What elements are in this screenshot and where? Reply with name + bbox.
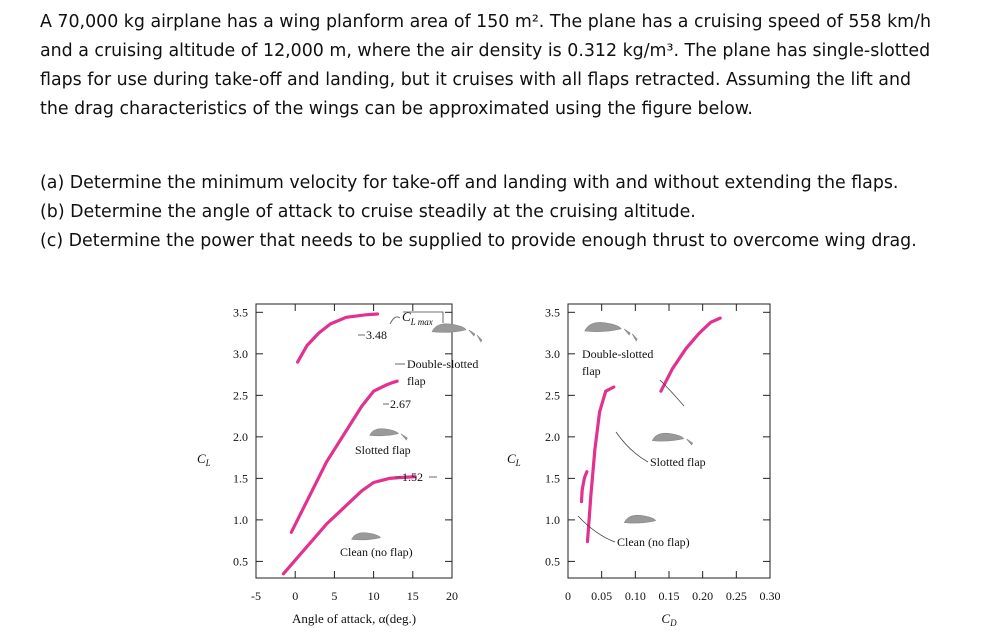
annotation-value-3-48: 3.48 [366, 328, 387, 342]
series-line-double-slotted-flap [661, 318, 720, 391]
leader-line [390, 317, 400, 324]
x-tick-label: 0 [292, 589, 299, 603]
cl-vs-cd-chart [507, 304, 781, 628]
x-tick-label: 0.25 [725, 589, 747, 603]
flap-segment [477, 335, 482, 342]
x-axis-label: Angle of attack, α(deg.) [291, 611, 417, 626]
annotation-flap: flap [582, 364, 601, 378]
airfoil-clean-icon [352, 533, 381, 540]
question-c: (c) Determine the power that needs to be supplied to provide enough thrust to overcome wing drag. [40, 231, 917, 251]
flap-segment [632, 334, 637, 341]
leader-line [616, 432, 648, 462]
flap-segment [401, 434, 407, 440]
airfoil-slotted-icon [652, 433, 683, 441]
x-tick-label: 0.20 [692, 589, 714, 603]
flap-segment [469, 330, 475, 336]
x-tick-label: 0 [565, 589, 571, 603]
y-tick-label: 1.0 [233, 512, 248, 527]
y-tick-label: 1.5 [545, 471, 560, 486]
x-tick-label: 0.30 [759, 589, 781, 603]
x-axis-label: $C_D$ [661, 611, 677, 628]
problem-line: A 70,000 kg airplane has a wing planform area of 150 m². The plane has a cruising speed of 558 km/h [40, 12, 931, 32]
annotation-clean: Clean (no flap) [340, 545, 413, 559]
y-tick-label: 3.5 [545, 305, 560, 320]
annotation-clean: Clean (no flap) [617, 535, 690, 549]
y-tick-label: 3.0 [233, 346, 248, 361]
question-a: (a) Determine the minimum velocity for take-off and landing with and without extending the flaps. [40, 173, 899, 193]
question-b: (b) Determine the angle of attack to cruise steadily at the cruising altitude. [40, 202, 696, 222]
y-tick-label: 1.0 [545, 512, 560, 527]
y-axis-label: $C_L$ [197, 451, 211, 468]
airfoil-slotted-icon [370, 429, 399, 436]
y-tick-label: 0.5 [233, 554, 248, 569]
flap-segment [624, 329, 630, 335]
leader-line [578, 516, 615, 542]
airfoil-double-slotted-icon [432, 324, 466, 333]
x-tick-label: -5 [251, 589, 261, 603]
problem-line: flaps for use during take-off and landing, but it cruises with all flaps retracted. Assuming the lift and [40, 70, 912, 90]
leader-line [660, 380, 684, 406]
x-tick-label: 15 [406, 589, 419, 603]
y-tick-label: 2.5 [545, 388, 560, 403]
cl-vs-alpha-chart [197, 304, 482, 626]
problem-line: and a cruising altitude of 12,000 m, where the air density is 0.312 kg/m³. The plane has single-slotted [40, 41, 931, 61]
annotation-double-slotted: Double-slotted [407, 357, 479, 371]
x-tick-label: 0.15 [658, 589, 680, 603]
annotation-flap: flap [407, 374, 426, 388]
annotation-clmax: $C_{L max}$ [402, 309, 433, 327]
x-tick-label: 0.10 [624, 589, 646, 603]
y-tick-label: 2.0 [233, 429, 248, 444]
annotation-double-slotted: Double-slotted [582, 347, 654, 361]
series-line-slotted-flap [588, 387, 614, 542]
series-line-clean-no-flap [283, 477, 415, 574]
annotation-slotted-flap: Slotted flap [650, 455, 706, 469]
y-tick-label: 0.5 [545, 554, 560, 569]
x-tick-label: 10 [367, 589, 380, 603]
y-axis-label: $C_L$ [507, 451, 521, 468]
x-tick-label: 5 [331, 589, 338, 603]
annotation-value-2-67: 2.67 [390, 397, 411, 411]
y-tick-label: 3.5 [233, 305, 248, 320]
y-tick-label: 2.5 [233, 388, 248, 403]
airfoil-double-slotted-icon [585, 322, 621, 331]
annotation-value-1-52: 1.52 [402, 470, 423, 484]
x-tick-label: 0.05 [591, 589, 613, 603]
y-tick-label: 1.5 [233, 471, 248, 486]
flap-segment [687, 439, 693, 445]
y-tick-label: 3.0 [545, 346, 560, 361]
annotation-slotted-flap: Slotted flap [355, 443, 411, 457]
airfoil-clean-icon [624, 515, 655, 523]
y-tick-label: 2.0 [545, 429, 560, 444]
problem-line: the drag characteristics of the wings can be approximated using the figure below. [40, 99, 753, 119]
series-line-clean-no-flap [582, 472, 587, 502]
x-tick-label: 20 [446, 589, 458, 603]
